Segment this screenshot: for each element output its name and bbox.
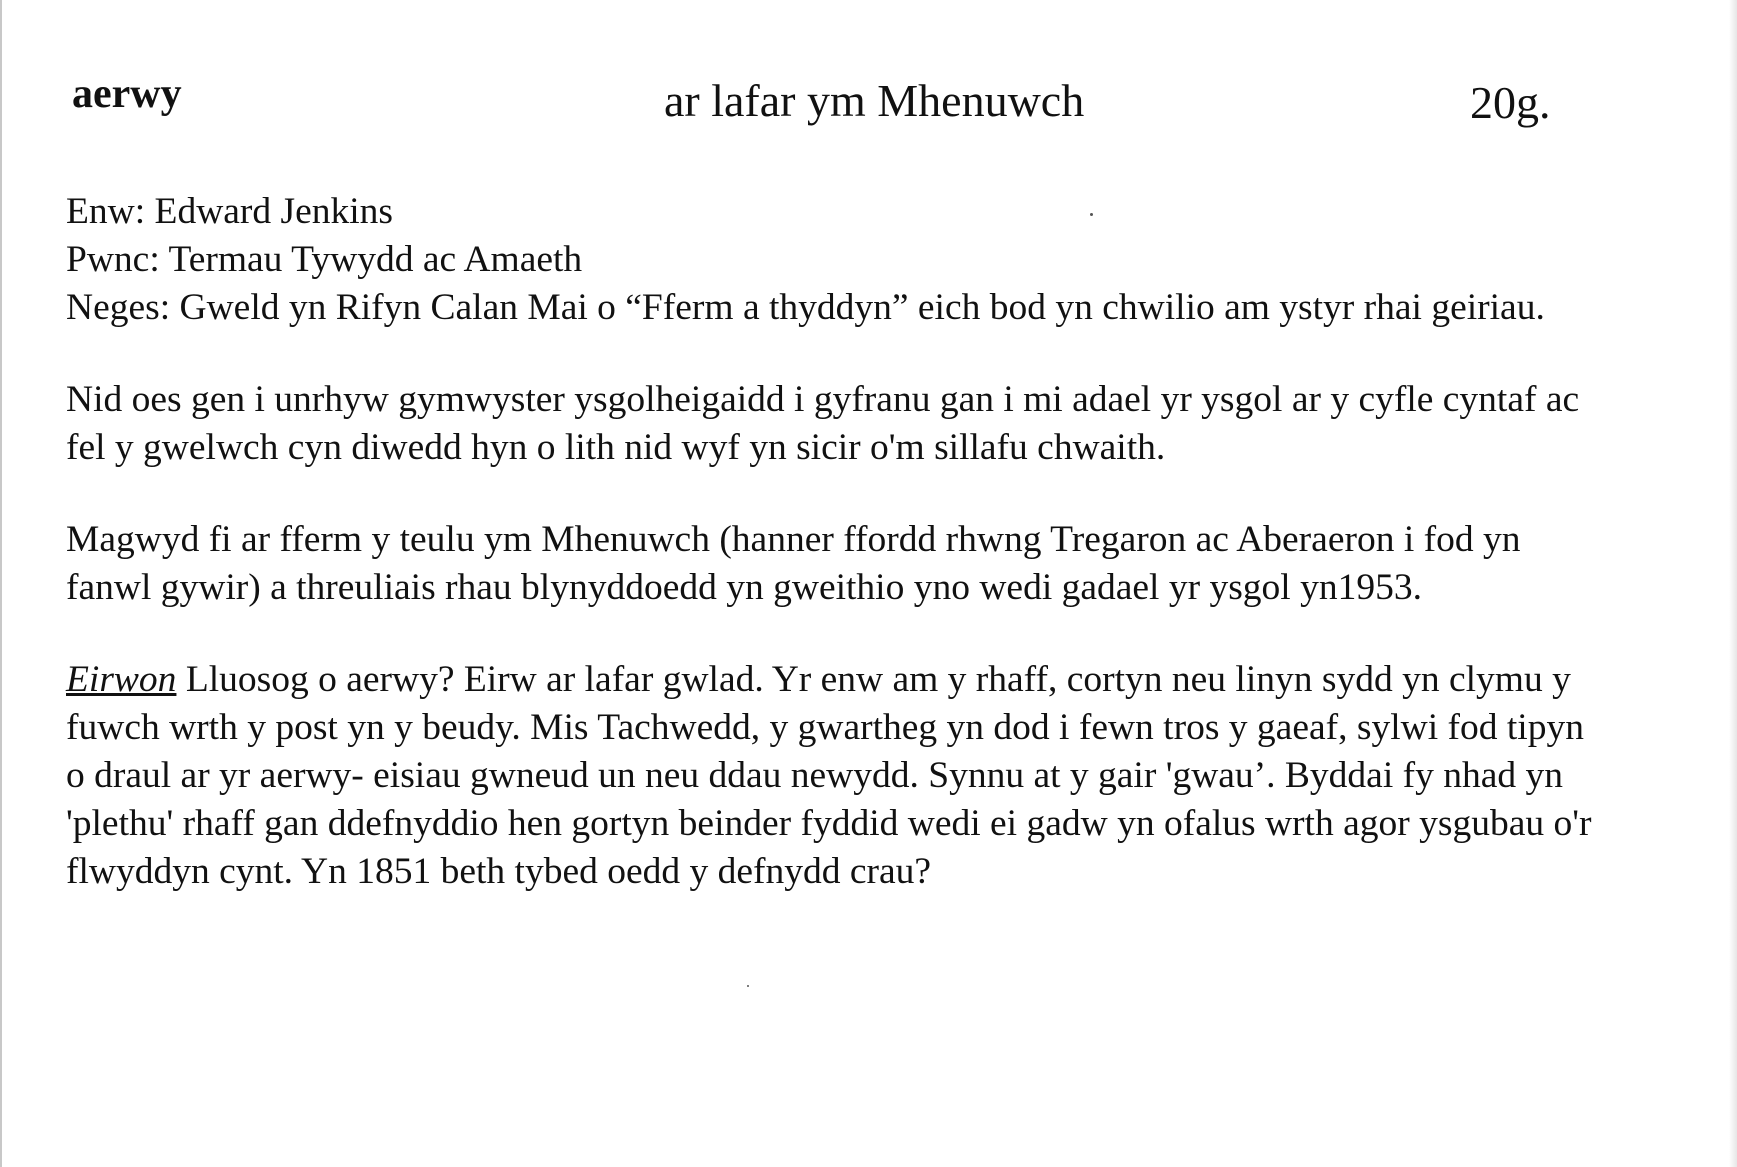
century-label: 20g. <box>1470 77 1551 128</box>
card-edge-shadow <box>1729 0 1737 1167</box>
subject-line: Pwnc: Termau Tywydd ac Amaeth <box>66 239 583 280</box>
name-line: Enw: Edward Jenkins <box>66 191 394 232</box>
paragraph-background: Magwyd fi ar fferm y teulu ym Mhenuwch (hanner ffordd rhwng Tregaron ac Aberaeron i fod yn fanwl gywir) a threuliais rhau blynyddoedd yn gweithio yno wedi gadael yr ysgol yn1953. <box>66 519 1521 608</box>
paragraph-gap <box>66 612 1606 656</box>
lemma-word: Eirwon <box>66 659 177 700</box>
headword: aerwy <box>72 71 182 117</box>
scan-speck <box>747 985 749 987</box>
paragraph-qualifications: Nid oes gen i unrhyw gymwyster ysgolheigaidd i gyfranu gan i mi adael yr ysgol ar y cyfle cyntaf ac fel y gwelwch cyn diwedd hyn o lith nid wyf yn sicir o'm sillafu chwaith. <box>66 379 1580 468</box>
region-label: ar lafar ym Mhenuwch <box>664 75 1085 126</box>
message-line: Neges: Gweld yn Rifyn Calan Mai o “Fferm a thyddyn” eich bod yn chwilio am ystyr rhai geiriau. <box>66 287 1545 328</box>
paragraph-definition <box>66 656 1606 896</box>
paragraph-gap <box>66 332 1606 376</box>
card-body <box>66 188 1606 896</box>
definition-text: Lluosog o aerwy? Eirw ar lafar gwlad. Yr enw am y rhaff, cortyn neu linyn sydd yn clymu y fuwch wrth y post yn y beudy. Mis Tachwedd, y gwartheg yn dod i fewn tros y gaeaf, sylwi fod tipyn o draul ar yr aerwy- eisiau gwneud un neu ddau newydd. Synnu at y gair 'gwau’. Byddai fy nhad yn 'plethu' rhaff gan ddefnyddio hen gortyn beinder fyddid wedi ei gadw yn ofalus wrth agor ysgubau o'r flwyddyn cynt. Yn 1851 beth tybed oedd y defnydd crau? <box>66 659 1592 892</box>
scan-speck <box>1090 213 1093 216</box>
paragraph-gap <box>66 472 1606 516</box>
card-header <box>72 70 1572 130</box>
